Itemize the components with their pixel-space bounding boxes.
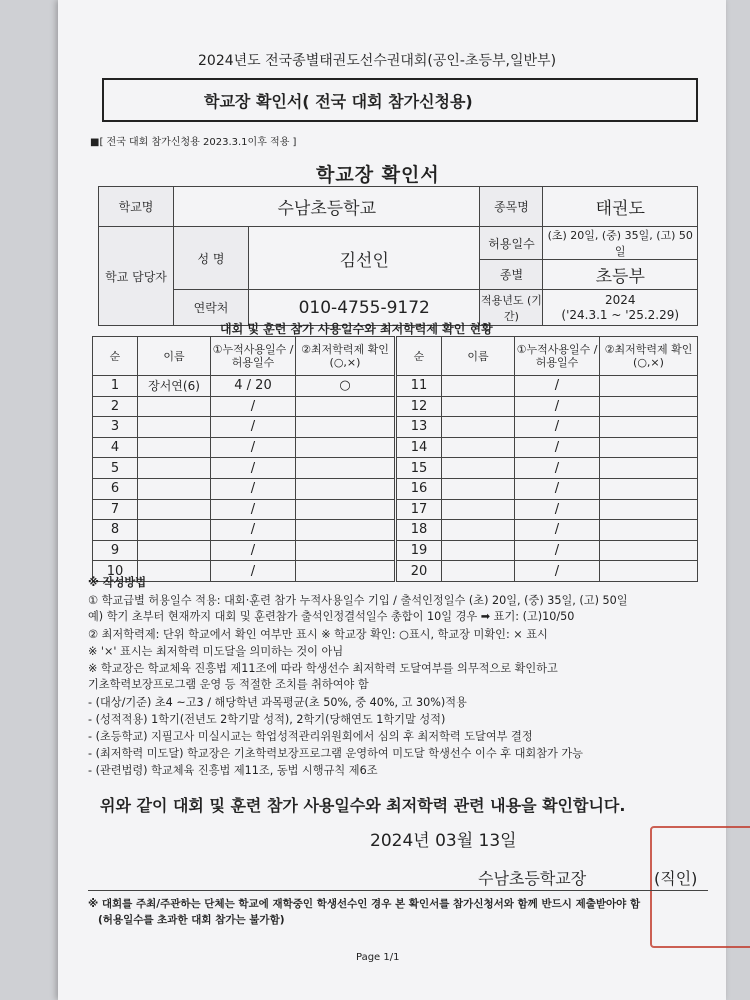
row-name bbox=[138, 561, 211, 582]
row-name bbox=[138, 499, 211, 520]
row-days: / bbox=[515, 478, 600, 499]
row-check bbox=[600, 478, 698, 499]
page-number: Page 1/1 bbox=[356, 952, 400, 963]
row-check bbox=[600, 376, 698, 397]
instruction-line: - (관련법령) 학교체육 진흥법 제11조, 동법 시행규칙 제6조 bbox=[88, 764, 378, 777]
instruction-line: 기초학력보장프로그램 운영 등 적절한 조치를 취하여야 함 bbox=[88, 678, 369, 691]
instruction-line: - (성적적용) 1학기(전년도 2학기말 성적), 2학기(당해연도 1학기말 성적) bbox=[88, 713, 446, 726]
row-no: 16 bbox=[396, 478, 442, 499]
row-no: 10 bbox=[93, 561, 138, 582]
header-no-2: 순 bbox=[396, 337, 442, 376]
row-no: 2 bbox=[93, 396, 138, 417]
row-check bbox=[600, 561, 698, 582]
allowed-value: (초) 20일, (중) 35일, (고) 50일 bbox=[543, 227, 698, 260]
row-no: 4 bbox=[93, 437, 138, 458]
row-name bbox=[138, 396, 211, 417]
row-check bbox=[296, 520, 396, 541]
row-check bbox=[296, 499, 396, 520]
name-label: 성 명 bbox=[174, 227, 249, 290]
instruction-line: ① 학교급별 허용일수 적용: 대회·훈련 참가 누적사용일수 기입 / 출석인정일수 (초) 20일, (중) 35일, (고) 50일 bbox=[88, 594, 628, 607]
row-days: / bbox=[515, 520, 600, 541]
row-check bbox=[600, 396, 698, 417]
row-days: / bbox=[211, 396, 296, 417]
row-check bbox=[600, 520, 698, 541]
instruction-line: - (대상/기준) 초4 ~고3 / 해당학년 과목평균(초 50%, 중 40%, 고 30%)적용 bbox=[88, 696, 467, 709]
row-no: 13 bbox=[396, 417, 442, 438]
row-name bbox=[442, 561, 515, 582]
header-check: ②최저학력제 확인(○,×) bbox=[296, 337, 396, 376]
info-table bbox=[98, 186, 698, 326]
sport-label: 종목명 bbox=[480, 187, 543, 227]
row-name: 장서연(6) bbox=[138, 376, 211, 397]
header-no: 순 bbox=[93, 337, 138, 376]
applicability-note: ■[ 전국 대회 참가신청용 2023.3.1이후 적용 ] bbox=[90, 137, 297, 148]
header-days-2: ①누적사용일수 /허용일수 bbox=[515, 337, 600, 376]
row-no: 19 bbox=[396, 540, 442, 561]
principal-name: 수남초등학교장 bbox=[478, 869, 587, 888]
signing-date: 2024년 03월 13일 bbox=[370, 831, 517, 851]
table-row bbox=[93, 478, 698, 499]
school-label: 학교명 bbox=[99, 187, 174, 227]
row-name bbox=[442, 520, 515, 541]
seal-label: (직인) bbox=[654, 869, 698, 888]
row-days: / bbox=[515, 499, 600, 520]
row-name bbox=[442, 417, 515, 438]
staff-label: 학교 담당자 bbox=[99, 227, 174, 326]
row-days: / bbox=[211, 437, 296, 458]
row-days: / bbox=[515, 437, 600, 458]
year-label: 적용년도 (기간) bbox=[480, 290, 543, 326]
row-days: / bbox=[211, 540, 296, 561]
row-check bbox=[600, 458, 698, 479]
row-check bbox=[600, 499, 698, 520]
divider bbox=[88, 890, 708, 891]
contact-value: 010-4755-9172 bbox=[249, 290, 480, 326]
row-check bbox=[600, 540, 698, 561]
row-name bbox=[138, 417, 211, 438]
row-check: ○ bbox=[296, 376, 396, 397]
row-name bbox=[138, 478, 211, 499]
row-no: 14 bbox=[396, 437, 442, 458]
table-row bbox=[93, 540, 698, 561]
row-no: 7 bbox=[93, 499, 138, 520]
row-check bbox=[296, 396, 396, 417]
table-row bbox=[93, 417, 698, 438]
row-days: / bbox=[515, 561, 600, 582]
year-value: 2024 bbox=[604, 292, 636, 307]
row-days: / bbox=[515, 396, 600, 417]
row-days: / bbox=[211, 478, 296, 499]
row-no: 3 bbox=[93, 417, 138, 438]
row-name bbox=[138, 520, 211, 541]
instruction-line: - (초등학교) 지필고사 미실시교는 학업성적관리위원회에서 심의 후 최저학력 도달여부 결정 bbox=[88, 730, 533, 743]
confirmation-statement: 위와 같이 대회 및 훈련 참가 사용일수와 최저학력 관련 내용을 확인합니다. bbox=[100, 796, 626, 815]
instruction-line: ② 최저학력제: 단위 학교에서 확인 여부만 표시 ※ 학교장 확인: ○표시, 학교장 미확인: × 표시 bbox=[88, 628, 548, 641]
heading: 학교장 확인서( 전국 대회 참가신청용) bbox=[204, 92, 473, 111]
school-value: 수남초등학교 bbox=[174, 187, 480, 227]
year-cell bbox=[543, 290, 698, 326]
table-row bbox=[93, 458, 698, 479]
table-row bbox=[93, 520, 698, 541]
row-check bbox=[296, 561, 396, 582]
row-name bbox=[442, 540, 515, 561]
records-table bbox=[92, 336, 698, 582]
row-name bbox=[442, 437, 515, 458]
row-days: / bbox=[211, 561, 296, 582]
year-period: ('24.3.1 ~ '25.2.29) bbox=[561, 307, 680, 322]
row-no: 20 bbox=[396, 561, 442, 582]
row-days: 4 / 20 bbox=[211, 376, 296, 397]
row-check bbox=[296, 458, 396, 479]
row-check bbox=[296, 540, 396, 561]
form-title: 학교장 확인서 bbox=[316, 164, 440, 186]
row-name bbox=[442, 458, 515, 479]
row-no: 18 bbox=[396, 520, 442, 541]
name-value: 김선인 bbox=[249, 227, 480, 290]
row-check bbox=[296, 478, 396, 499]
instruction-line: 예) 학기 초부터 현재까지 대회 및 훈련참가 출석인정결석일수 총합이 10일 경우 ➡ 표기: (고)10/50 bbox=[88, 610, 575, 623]
row-name bbox=[442, 396, 515, 417]
header-name-2: 이름 bbox=[442, 337, 515, 376]
row-name bbox=[138, 458, 211, 479]
row-name bbox=[442, 499, 515, 520]
row-name bbox=[442, 376, 515, 397]
contact-label: 연락처 bbox=[174, 290, 249, 326]
table-row bbox=[93, 396, 698, 417]
table-row bbox=[93, 437, 698, 458]
row-days: / bbox=[515, 417, 600, 438]
table-row bbox=[93, 499, 698, 520]
heading-box bbox=[102, 78, 698, 122]
header-name: 이름 bbox=[138, 337, 211, 376]
row-check bbox=[600, 437, 698, 458]
event-title: 2024년도 전국종별태권도선수권대회(공인-초등부,일반부) bbox=[198, 53, 557, 69]
row-no: 9 bbox=[93, 540, 138, 561]
row-check bbox=[296, 437, 396, 458]
sport-value: 태권도 bbox=[543, 187, 698, 227]
row-days: / bbox=[211, 458, 296, 479]
table-row bbox=[93, 561, 698, 582]
row-name bbox=[138, 540, 211, 561]
instruction-line: ※ 작성방법 bbox=[88, 576, 146, 589]
row-no: 15 bbox=[396, 458, 442, 479]
row-no: 8 bbox=[93, 520, 138, 541]
division-value: 초등부 bbox=[543, 260, 698, 290]
row-days: / bbox=[211, 499, 296, 520]
table-row bbox=[93, 376, 698, 397]
footnote-2: (허용일수를 초과한 대회 참가는 불가함) bbox=[98, 914, 285, 926]
row-days: / bbox=[211, 520, 296, 541]
row-name bbox=[442, 478, 515, 499]
row-name bbox=[138, 437, 211, 458]
row-days: / bbox=[211, 417, 296, 438]
instruction-line: ※ 학교장은 학교체육 진흥법 제11조에 따라 학생선수 최저학력 도달여부를 의무적으로 확인하고 bbox=[88, 662, 558, 675]
row-days: / bbox=[515, 458, 600, 479]
row-check bbox=[296, 417, 396, 438]
division-label: 종별 bbox=[480, 260, 543, 290]
row-days: / bbox=[515, 376, 600, 397]
row-no: 1 bbox=[93, 376, 138, 397]
footnote-1: ※ 대회를 주최/주관하는 단체는 학교에 재학중인 학생선수인 경우 본 확인서를 참가신청서와 함께 반드시 제출받아야 함 bbox=[88, 898, 641, 910]
header-check-2: ②최저학력제 확인(○,×) bbox=[600, 337, 698, 376]
row-days: / bbox=[515, 540, 600, 561]
row-no: 11 bbox=[396, 376, 442, 397]
row-check bbox=[600, 417, 698, 438]
instruction-line: ※ '×' 표시는 최저학력 미도달을 의미하는 것이 아님 bbox=[88, 645, 344, 658]
row-no: 6 bbox=[93, 478, 138, 499]
header-days: ①누적사용일수 /허용일수 bbox=[211, 337, 296, 376]
allowed-label: 허용일수 bbox=[480, 227, 543, 260]
records-title: 대회 및 훈련 참가 사용일수와 최저학력제 확인 현황 bbox=[220, 322, 493, 336]
row-no: 17 bbox=[396, 499, 442, 520]
instruction-line: - (최저학력 미도달) 학교장은 기초학력보장프로그램 운영하여 미도달 학생선수 이수 후 대회참가 가능 bbox=[88, 747, 583, 760]
row-no: 12 bbox=[396, 396, 442, 417]
document-page bbox=[58, 0, 726, 1000]
row-no: 5 bbox=[93, 458, 138, 479]
